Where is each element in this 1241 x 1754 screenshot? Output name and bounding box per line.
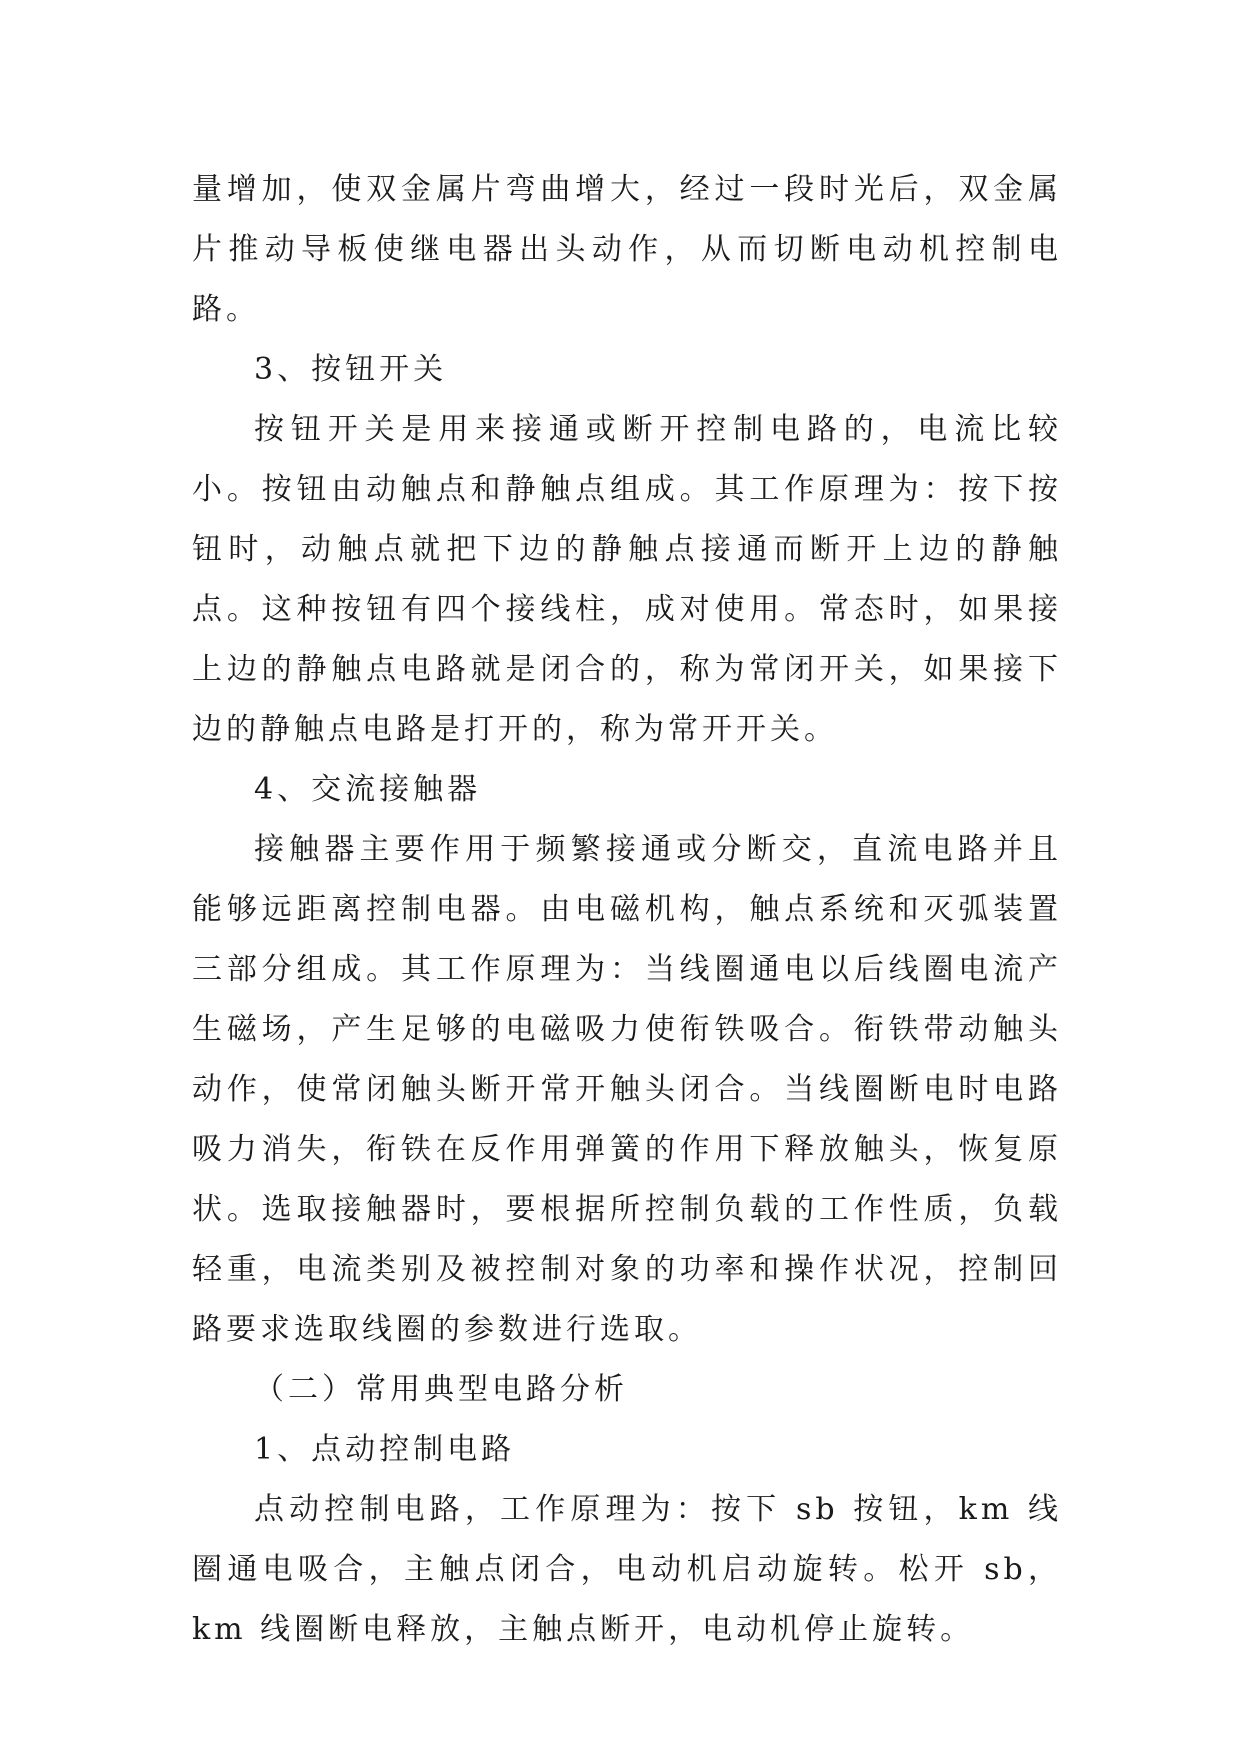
heading-button-switch: 3、按钮开关 [254,352,448,387]
document-body [192,160,1062,1660]
heading-ac-contactor: 4、交流接触器 [254,772,482,807]
paragraph-jog-control: 点动控制电路，工作原理为：按下 sb 按钮，km 线圈通电吸合，主触点闭合，电动机启动旋转。松开 sb，km 线圈断电释放，主触点断开，电动机停止旋转。 [192,1492,1062,1647]
heading-jog-control: 1、点动控制电路 [254,1432,516,1467]
paragraph-button-switch: 按钮开关是用来接通或断开控制电路的，电流比较小。按钮由动触点和静触点组成。其工作原理为：按下按钮时，动触点就把下边的静触点接通而断开上边的静触点。这种按钮有四个接线柱，成对使用。常态时，如果接上边的静触点电路就是闭合的，称为常闭开关，如果接下边的静触点电路是打开的，称为常开开关。 [192,412,1062,747]
heading-typical-circuits: （二）常用典型电路分析 [254,1372,628,1407]
paragraph-ac-contactor: 接触器主要作用于频繁接通或分断交，直流电路并且能够远距离控制电器。由电磁机构，触点系统和灭弧装置三部分组成。其工作原理为：当线圈通电以后线圈电流产生磁场，产生足够的电磁吸力使衔铁吸合。衔铁带动触头动作，使常闭触头断开常开触头闭合。当线圈断电时电路吸力消失，衔铁在反作用弹簧的作用下释放触头，恢复原状。选取接触器时，要根据所控制负载的工作性质，负载轻重，电流类别及被控制对象的功率和操作状况，控制回路要求选取线圈的参数进行选取。 [192,832,1062,1347]
paragraph-continuation: 量增加，使双金属片弯曲增大，经过一段时光后，双金属片推动导板使继电器出头动作，从而切断电动机控制电路。 [192,172,1062,327]
